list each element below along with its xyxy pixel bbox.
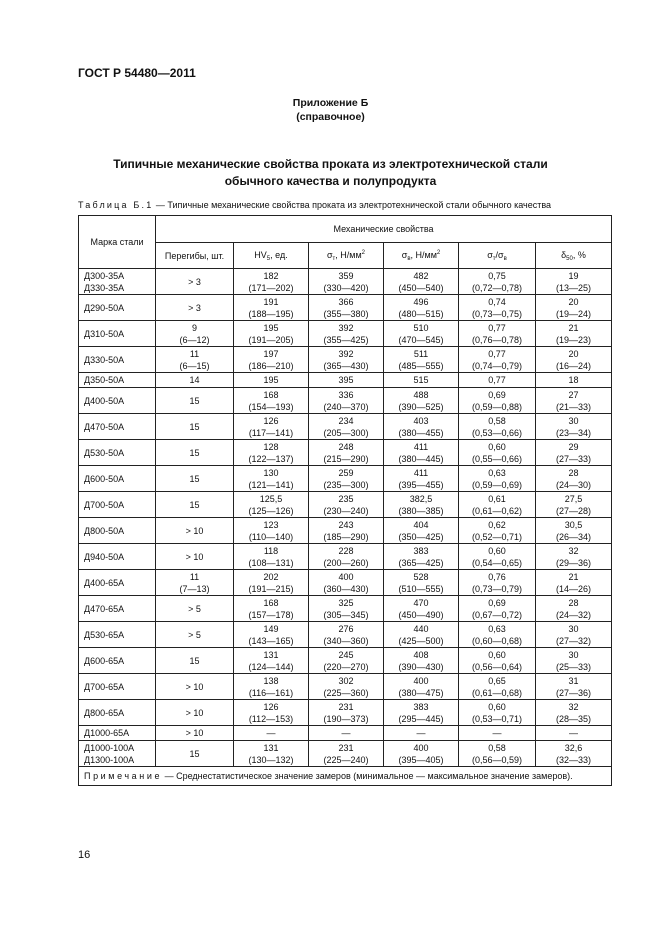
cell-elongation: 20 (19—24) <box>536 295 612 321</box>
cell-bends: > 3 <box>156 269 234 295</box>
cell-strength-ratio: 0,58 (0,53—0,66) <box>459 414 536 440</box>
cell-elongation: 19 (13—25) <box>536 269 612 295</box>
cell-hardness: — <box>234 726 309 741</box>
cell-tensile-strength: 382,5 (380—385) <box>384 492 459 518</box>
cell-strength-ratio: 0,63 (0,59—0,69) <box>459 466 536 492</box>
cell-elongation: 18 <box>536 373 612 388</box>
cell-grade: Д1000-65А <box>79 726 156 741</box>
cell-strength-ratio: 0,77 <box>459 373 536 388</box>
table-row <box>79 726 612 741</box>
table-note <box>79 767 612 786</box>
cell-bends: 15 <box>156 466 234 492</box>
cell-tensile-strength: 383 (295—445) <box>384 700 459 726</box>
header-strength-ratio: $\sigma_т/\sigma_в$ <box>459 243 536 269</box>
table-row <box>79 347 612 373</box>
table-row <box>79 414 612 440</box>
cell-elongation: 28 (24—32) <box>536 596 612 622</box>
cell-hardness: 126 (117—141) <box>234 414 309 440</box>
cell-hardness: 138 (116—161) <box>234 674 309 700</box>
header-grade: Марка стали <box>79 216 156 269</box>
cell-yield-strength: 248 (215—290) <box>309 440 384 466</box>
cell-tensile-strength: — <box>384 726 459 741</box>
cell-grade: Д940-50А <box>79 544 156 570</box>
cell-hardness: 130 (121—141) <box>234 466 309 492</box>
cell-tensile-strength: 488 (390—525) <box>384 388 459 414</box>
cell-yield-strength: 231 (190—373) <box>309 700 384 726</box>
cell-strength-ratio: 0,75 (0,72—0,78) <box>459 269 536 295</box>
cell-elongation: 32,6 (32—33) <box>536 741 612 767</box>
note-label: Примечание <box>84 771 163 781</box>
header-mech-properties: Механические свойства <box>156 216 612 243</box>
cell-bends: 15 <box>156 741 234 767</box>
cell-tensile-strength: 511 (485—555) <box>384 347 459 373</box>
cell-strength-ratio: 0,58 (0,56—0,59) <box>459 741 536 767</box>
cell-hardness: 126 (112—153) <box>234 700 309 726</box>
appendix-type: (справочное) <box>296 111 365 123</box>
table-row <box>79 388 612 414</box>
cell-bends: 15 <box>156 648 234 674</box>
cell-grade: Д470-50А <box>79 414 156 440</box>
cell-strength-ratio: — <box>459 726 536 741</box>
cell-strength-ratio: 0,69 (0,67—0,72) <box>459 596 536 622</box>
cell-grade: Д700-65А <box>79 674 156 700</box>
cell-tensile-strength: 528 (510—555) <box>384 570 459 596</box>
cell-bends: > 10 <box>156 726 234 741</box>
table-row <box>79 518 612 544</box>
cell-hardness: 149 (143—165) <box>234 622 309 648</box>
table-row <box>79 570 612 596</box>
note-text: — Среднестатистическое значение замеров (минимальное — максимальное значение замеров). <box>162 771 573 781</box>
cell-grade: Д530-65А <box>79 622 156 648</box>
cell-tensile-strength: 496 (480—515) <box>384 295 459 321</box>
table-row <box>79 648 612 674</box>
cell-elongation: 32 (29—36) <box>536 544 612 570</box>
header-tensile-strength: $\sigma_в$, $Н/мм^2$ <box>384 243 459 269</box>
cell-strength-ratio: 0,69 (0,59—0,88) <box>459 388 536 414</box>
cell-yield-strength: 359 (330—420) <box>309 269 384 295</box>
cell-grade: Д700-50А <box>79 492 156 518</box>
cell-hardness: 131 (124—144) <box>234 648 309 674</box>
cell-grade: Д600-65А <box>79 648 156 674</box>
cell-bends: > 10 <box>156 674 234 700</box>
cell-elongation: 31 (27—36) <box>536 674 612 700</box>
cell-yield-strength: 366 (355—380) <box>309 295 384 321</box>
cell-bends: > 5 <box>156 622 234 648</box>
cell-yield-strength: 228 (200—260) <box>309 544 384 570</box>
cell-yield-strength: 392 (365—430) <box>309 347 384 373</box>
cell-hardness: 197 (186—210) <box>234 347 309 373</box>
title-line-1: Типичные механические свойства проката из электротехнической стали <box>113 157 548 171</box>
table-body <box>79 269 612 767</box>
table-caption-label: Таблица Б.1 <box>78 200 154 210</box>
cell-hardness: 202 (191—215) <box>234 570 309 596</box>
cell-strength-ratio: 0,60 (0,55—0,66) <box>459 440 536 466</box>
cell-tensile-strength: 482 (450—540) <box>384 269 459 295</box>
document-header: ГОСТ Р 54480—2011 <box>78 66 196 80</box>
cell-hardness: 195 <box>234 373 309 388</box>
cell-strength-ratio: 0,77 (0,74—0,79) <box>459 347 536 373</box>
cell-elongation: 30 (23—34) <box>536 414 612 440</box>
cell-elongation: 20 (16—24) <box>536 347 612 373</box>
cell-grade: Д400-50А <box>79 388 156 414</box>
header-bends: Перегибы, шт. <box>156 243 234 269</box>
cell-yield-strength: — <box>309 726 384 741</box>
cell-bends: > 3 <box>156 295 234 321</box>
cell-tensile-strength: 403 (380—455) <box>384 414 459 440</box>
cell-hardness: 118 (108—131) <box>234 544 309 570</box>
cell-yield-strength: 395 <box>309 373 384 388</box>
cell-elongation: 28 (24—30) <box>536 466 612 492</box>
cell-yield-strength: 302 (225—360) <box>309 674 384 700</box>
cell-yield-strength: 231 (225—240) <box>309 741 384 767</box>
cell-hardness: 191 (188—195) <box>234 295 309 321</box>
cell-yield-strength: 400 (360—430) <box>309 570 384 596</box>
header-yield-strength: $\sigma_т$, $Н/мм^2$ <box>309 243 384 269</box>
table-row <box>79 269 612 295</box>
table-caption <box>78 200 551 210</box>
cell-elongation: 27,5 (27—28) <box>536 492 612 518</box>
cell-grade: Д310-50А <box>79 321 156 347</box>
cell-strength-ratio: 0,62 (0,52—0,71) <box>459 518 536 544</box>
cell-hardness: 182 (171—202) <box>234 269 309 295</box>
table-row <box>79 544 612 570</box>
cell-elongation: 32 (28—35) <box>536 700 612 726</box>
cell-tensile-strength: 404 (350—425) <box>384 518 459 544</box>
cell-bends: 15 <box>156 440 234 466</box>
header-elongation: $\delta_{50}$, % <box>536 243 612 269</box>
cell-grade: Д800-50А <box>79 518 156 544</box>
cell-yield-strength: 392 (355—425) <box>309 321 384 347</box>
cell-grade: Д350-50А <box>79 373 156 388</box>
table-row <box>79 321 612 347</box>
cell-tensile-strength: 383 (365—425) <box>384 544 459 570</box>
header-hardness: $HV_5$, ед. <box>234 243 309 269</box>
cell-tensile-strength: 510 (470—545) <box>384 321 459 347</box>
document-title <box>0 156 661 190</box>
cell-yield-strength: 243 (185—290) <box>309 518 384 544</box>
cell-tensile-strength: 470 (450—490) <box>384 596 459 622</box>
cell-grade: Д330-50А <box>79 347 156 373</box>
cell-tensile-strength: 400 (395—405) <box>384 741 459 767</box>
table-row <box>79 741 612 767</box>
cell-grade: Д800-65А <box>79 700 156 726</box>
cell-strength-ratio: 0,61 (0,61—0,62) <box>459 492 536 518</box>
cell-elongation: 21 (19—23) <box>536 321 612 347</box>
table-row <box>79 440 612 466</box>
cell-elongation: 27 (21—33) <box>536 388 612 414</box>
cell-bends: > 10 <box>156 544 234 570</box>
cell-grade: Д600-50А <box>79 466 156 492</box>
cell-yield-strength: 234 (205—300) <box>309 414 384 440</box>
appendix-title: Приложение Б <box>292 97 369 109</box>
cell-bends: 9 (6—12) <box>156 321 234 347</box>
cell-yield-strength: 336 (240—370) <box>309 388 384 414</box>
cell-tensile-strength: 411 (395—455) <box>384 466 459 492</box>
table-row <box>79 596 612 622</box>
cell-elongation: 30 (25—33) <box>536 648 612 674</box>
table-row <box>79 622 612 648</box>
properties-table <box>78 215 612 786</box>
cell-strength-ratio: 0,60 (0,53—0,71) <box>459 700 536 726</box>
table-row <box>79 295 612 321</box>
cell-strength-ratio: 0,77 (0,76—0,78) <box>459 321 536 347</box>
cell-tensile-strength: 515 <box>384 373 459 388</box>
cell-hardness: 128 (122—137) <box>234 440 309 466</box>
cell-tensile-strength: 408 (390—430) <box>384 648 459 674</box>
cell-strength-ratio: 0,74 (0,73—0,75) <box>459 295 536 321</box>
cell-bends: > 5 <box>156 596 234 622</box>
cell-bends: 11 (7—13) <box>156 570 234 596</box>
cell-bends: > 10 <box>156 700 234 726</box>
cell-elongation: 30,5 (26—34) <box>536 518 612 544</box>
cell-strength-ratio: 0,60 (0,54—0,65) <box>459 544 536 570</box>
cell-hardness: 195 (191—205) <box>234 321 309 347</box>
cell-hardness: 123 (110—140) <box>234 518 309 544</box>
cell-bends: 15 <box>156 414 234 440</box>
cell-bends: > 10 <box>156 518 234 544</box>
table-row <box>79 674 612 700</box>
table-row <box>79 492 612 518</box>
table-header <box>79 216 612 269</box>
cell-hardness: 168 (154—193) <box>234 388 309 414</box>
table-row <box>79 373 612 388</box>
cell-yield-strength: 276 (340—360) <box>309 622 384 648</box>
cell-tensile-strength: 440 (425—500) <box>384 622 459 648</box>
cell-strength-ratio: 0,65 (0,61—0,68) <box>459 674 536 700</box>
cell-strength-ratio: 0,76 (0,73—0,79) <box>459 570 536 596</box>
cell-tensile-strength: 400 (380—475) <box>384 674 459 700</box>
cell-grade: Д530-50А <box>79 440 156 466</box>
cell-hardness: 168 (157—178) <box>234 596 309 622</box>
cell-hardness: 125,5 (125—126) <box>234 492 309 518</box>
table-caption-text: — Типичные механические свойства проката из электротехнической стали обычного качества <box>153 200 552 210</box>
cell-bends: 15 <box>156 388 234 414</box>
cell-bends: 14 <box>156 373 234 388</box>
cell-elongation: — <box>536 726 612 741</box>
cell-grade: Д470-65А <box>79 596 156 622</box>
cell-tensile-strength: 411 (380—445) <box>384 440 459 466</box>
cell-grade: Д300-35А Д330-35А <box>79 269 156 295</box>
cell-yield-strength: 325 (305—345) <box>309 596 384 622</box>
cell-strength-ratio: 0,63 (0,60—0,68) <box>459 622 536 648</box>
cell-elongation: 21 (14—26) <box>536 570 612 596</box>
cell-hardness: 131 (130—132) <box>234 741 309 767</box>
cell-bends: 11 (6—15) <box>156 347 234 373</box>
cell-grade: Д1000-100А Д1300-100А <box>79 741 156 767</box>
cell-yield-strength: 245 (220—270) <box>309 648 384 674</box>
cell-strength-ratio: 0,60 (0,56—0,64) <box>459 648 536 674</box>
cell-yield-strength: 259 (235—300) <box>309 466 384 492</box>
cell-grade: Д290-50А <box>79 295 156 321</box>
cell-bends: 15 <box>156 492 234 518</box>
title-line-2: обычного качества и полупродукта <box>224 174 437 188</box>
cell-elongation: 30 (27—32) <box>536 622 612 648</box>
cell-grade: Д400-65А <box>79 570 156 596</box>
table-row <box>79 466 612 492</box>
cell-elongation: 29 (27—33) <box>536 440 612 466</box>
cell-yield-strength: 235 (230—240) <box>309 492 384 518</box>
table-row <box>79 700 612 726</box>
page-number: 16 <box>78 849 91 861</box>
